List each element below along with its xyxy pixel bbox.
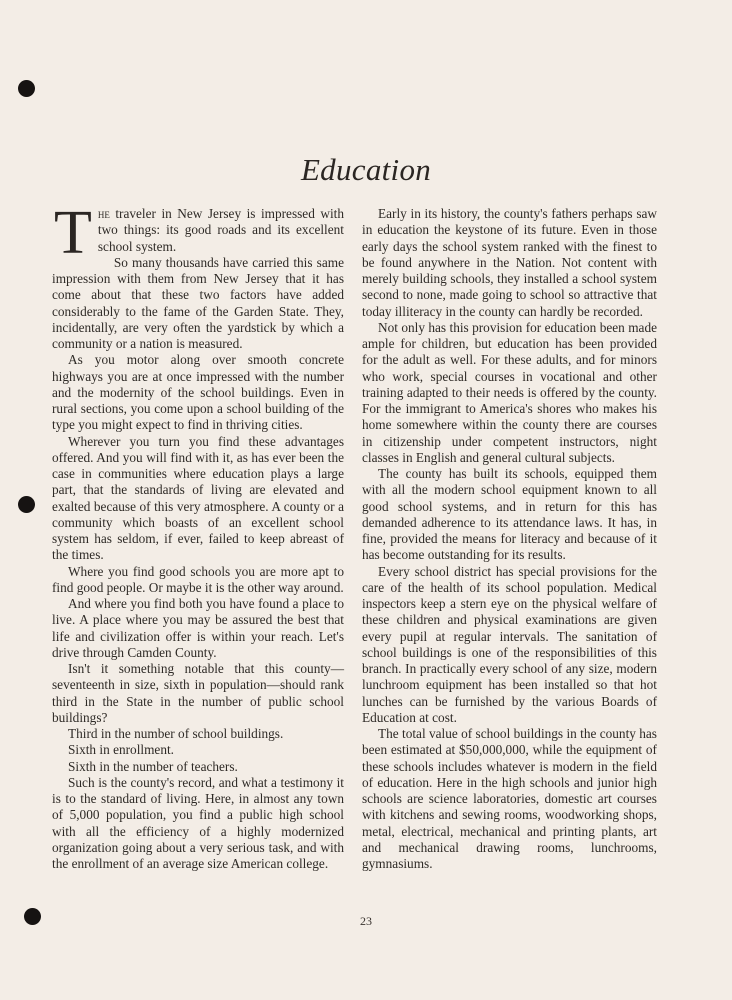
drop-cap: T	[54, 199, 92, 267]
opening-word-rest: he	[97, 206, 110, 221]
binder-hole-middle	[18, 496, 35, 513]
opening-paragraph-text: traveler in New Jersey is impressed with two things: its good roads and its excellent school system.	[97, 206, 344, 254]
page-title: Education	[300, 152, 432, 187]
paragraph: Third in the number of school buildings.	[68, 726, 284, 741]
paragraph: The county has built its schools, equipped them with all the modern school equipment known to all good school systems, and in return for this has demanded adherence to its attendance laws. It has, in fine, provided the means for literacy and because of it has become outstanding for its results.	[362, 466, 657, 563]
paragraph: Not only has this provision for education been made ample for children, but education has been provided for the adult as well. For these adults, and for minors who work, special courses in vocational and other training adapted to their needs is offered by the county. For the immigrant to America's shores who makes his home somewhere within the county there are courses in citizenship under competent instructors, night classes in English and general cultural subjects.	[362, 319, 657, 465]
paragraph: As you motor along over smooth concrete highways you are at once impressed with the number and the modernity of the school buildings. Even in rural sections, you come upon a school building of the type you might expect to find in thriving cities.	[52, 352, 344, 433]
right-column	[362, 206, 657, 872]
binder-hole-top	[18, 80, 35, 97]
paragraph: So many thousands have carried this same impression with them from New Jersey that it has come about that these two factors have added considerably to the fame of the Garden State. They, incidentally, are very often the yardstick by which a community or a nation is measured.	[52, 254, 344, 351]
left-column	[52, 199, 344, 872]
paragraph: Wherever you turn you find these advantages offered. And you will find with it, as has ever been the case in communities where education plays a large part, that the standards of living are elevated and exalted because of this very atmosphere. A county or a community which boasts of an excellent school system has seldom, if ever, failed to keep abreast of the times.	[52, 433, 344, 563]
paragraph: Such is the county's record, and what a testimony it is to the standard of living. Here, in almost any town of 5,000 population, you find a public high school with all the efficiency of a highly modernized organization going about a very serious task, and with the enrollment of an average size American college.	[52, 774, 344, 871]
paragraph: And where you find both you have found a place to live. A place where you may be assured the best that life and civilization offer is within your reach. Let's drive through Camden County.	[52, 596, 344, 660]
page-number: 23	[360, 914, 372, 928]
paragraph: Sixth in enrollment.	[68, 742, 174, 758]
paragraph: Every school district has special provisions for the care of the health of its school population. Medical inspectors keep a stern eye on the physical welfare of these children and physical examinations are given every pupil at regular intervals. The sanitation of school buildings is one of the responsibilities of this branch. In practically every school of any size, modern lunchroom equipment has been installed so that hot lunches can be furnished by the various Boards of Education at cost.	[362, 563, 657, 725]
paragraph: Sixth in the number of teachers.	[68, 758, 238, 774]
paragraph: Isn't it something notable that this county—seventeenth in size, sixth in population—should rank third in the State in the number of public school buildings?	[52, 661, 344, 725]
paragraph: The total value of school buildings in the county has been estimated at $50,000,000, while the equipment of these schools includes whatever is modern in the field of education. Here in the high schools and junior high schools are science laboratories, domestic art courses with kitchens and sewing rooms, woodworking shops, metal, electrical, mechanical and printing plants, art and mechanical drawing rooms, lunchrooms, gymnasiums.	[362, 726, 657, 871]
opening-paragraph	[52, 199, 344, 267]
paragraph: Where you find good schools you are more apt to find good people. Or maybe it is the other way around.	[52, 563, 344, 595]
paragraph: Early in its history, the county's fathers perhaps saw in education the keystone of its future. Even in those early days the school system ranked with the finest to be found anywhere in the Nation. Not content with merely building schools, they installed a school system second to none, made going to school so attractive that today illiteracy in the county can hardly be recorded.	[362, 206, 657, 319]
